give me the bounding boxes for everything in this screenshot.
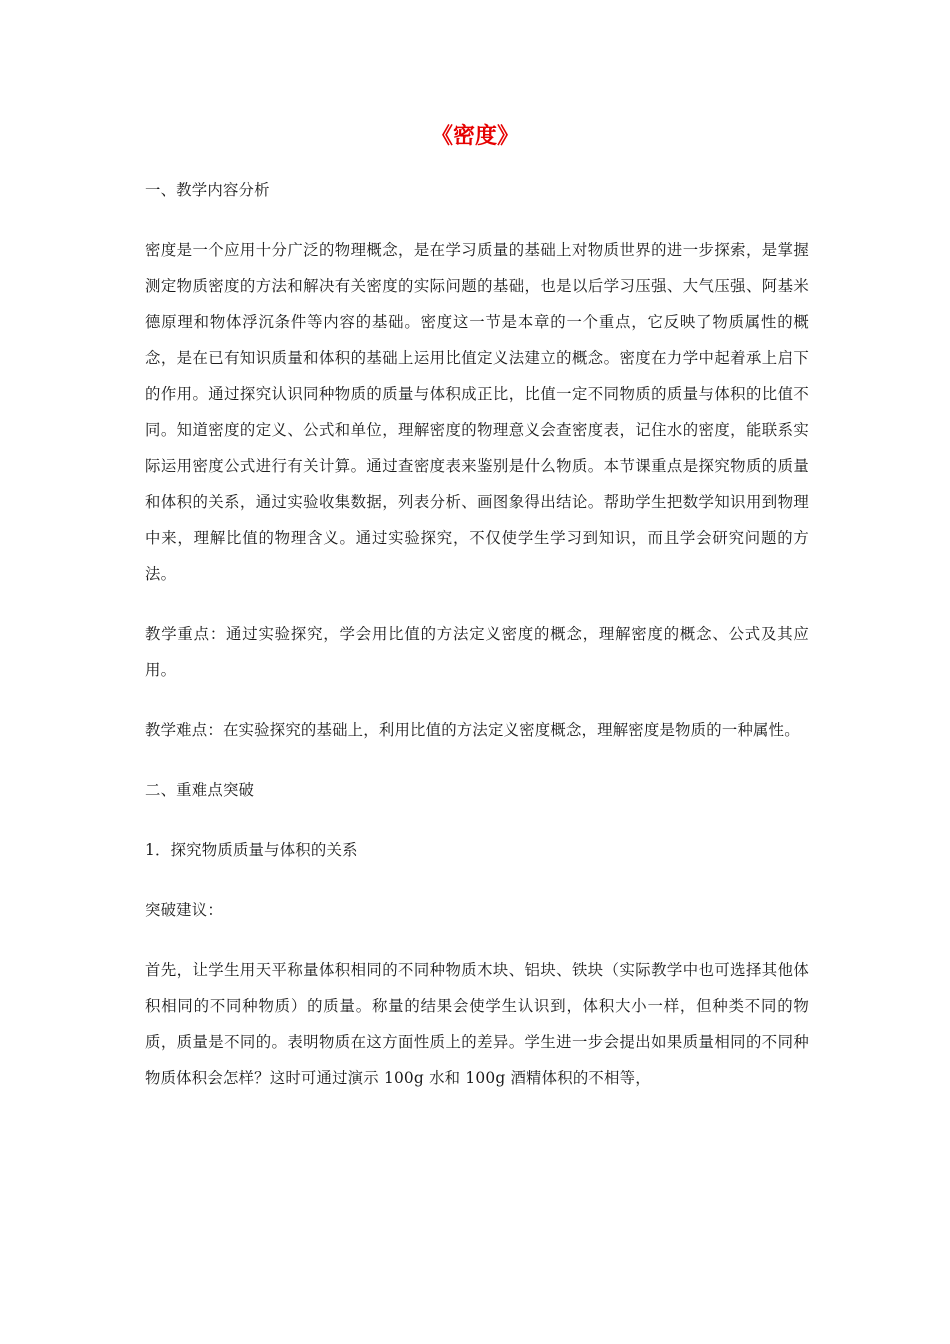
paragraph-key-point: 教学重点：通过实验探究，学会用比值的方法定义密度的概念，理解密度的概念、公式及其应用。 <box>145 625 809 679</box>
section-heading-breakthrough: 二、重难点突破 <box>145 781 255 799</box>
document-title: 《密度》 <box>430 123 519 149</box>
section-heading-teaching-analysis: 一、教学内容分析 <box>145 181 270 199</box>
paragraph-difficult-point: 教学难点：在实验探究的基础上，利用比值的方法定义密度概念，理解密度是物质的一种属性。 <box>145 721 800 739</box>
suggestion-label: 突破建议： <box>145 901 223 919</box>
paragraph-density-overview: 密度是一个应用十分广泛的物理概念，是在学习质量的基础上对物质世界的进一步探索，是掌握测定物质密度的方法和解决有关密度的实际问题的基础，也是以后学习压强、大气压强、阿基米德原理和物体浮沉条件等内容的基础。密度这一节是本章的一个重点，它反映了物质属性的概念，是在已有知识质量和体积的基础上运用比值定义法建立的概念。密度在力学中起着承上启下的作用。通过探究认识同种物质的质量与体积成正比，比值一定不同物质的质量与体积的比值不同。知道密度的定义、公式和单位，理解密度的物理意义会查密度表，记住水的密度，能联系实际运用密度公式进行有关计算。通过查密度表来鉴别是什么物质。本节课重点是探究物质的质量和体积的关系，通过实验收集数据，列表分析、画图象得出结论。帮助学生把数学知识用到物理中来，理解比值的物理含义。通过实验探究，不仅使学生学习到知识，而且学会研究问题的方法。 <box>145 241 809 583</box>
document-body <box>145 172 809 1120</box>
paragraph-experiment: 首先，让学生用天平称量体积相同的不同种物质木块、铝块、铁块（实际教学中也可选择其他体积相同的不同种物质）的质量。称量的结果会使学生认识到，体积大小一样，但种类不同的物质，质量是不同的。表明物质在这方面性质上的差异。学生进一步会提出如果质量相同的不同种物质体积会怎样？这时可通过演示 100g 水和 100g 酒精体积的不相等， <box>145 961 809 1087</box>
subsection-heading-mass-volume: 1．探究物质质量与体积的关系 <box>145 841 358 859</box>
